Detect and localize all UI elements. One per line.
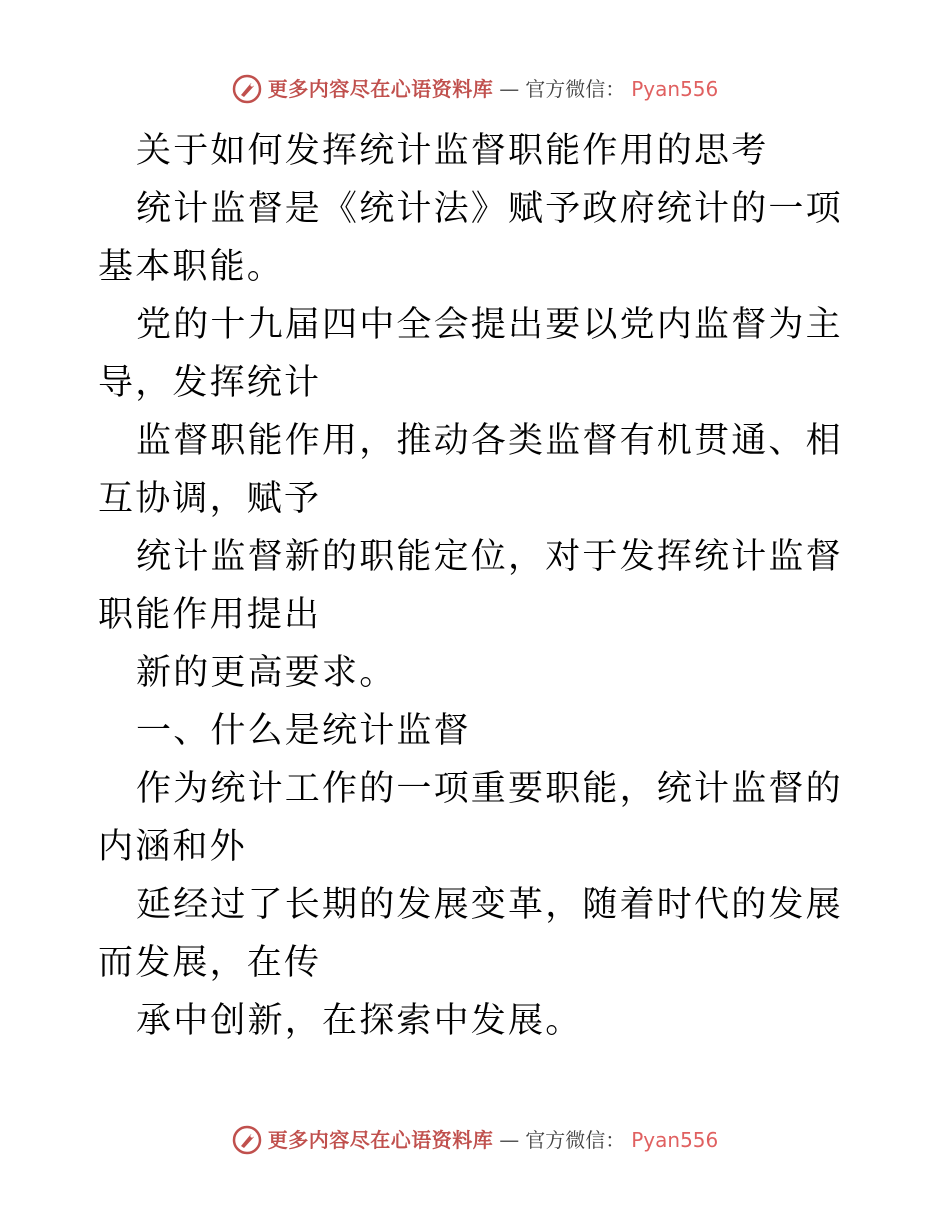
section-heading: 一、什么是统计监督 [136, 711, 471, 751]
banner-wechat-label: 官方微信： [525, 1128, 626, 1152]
paragraph: 党的十九届四中全会提出要以党内监督为主导，发挥统计 [98, 305, 843, 403]
pen-nib-logo-icon [232, 74, 262, 104]
paragraph: 承中创新，在探索中发展。 [136, 1001, 583, 1041]
paragraph: 延经过了长期的发展变革，随着时代的发展而发展，在传 [98, 885, 843, 983]
document-body [98, 122, 858, 1050]
header-banner [0, 74, 950, 104]
banner-wechat-label: 官方微信： [525, 77, 626, 101]
banner-dash: — [499, 77, 520, 101]
pen-nib-logo-icon [232, 1125, 262, 1155]
paragraph: 新的更高要求。 [136, 653, 397, 693]
footer-banner [0, 1125, 950, 1155]
paragraph: 作为统计工作的一项重要职能，统计监督的内涵和外 [98, 769, 843, 867]
paragraph: 统计监督是《统计法》赋予政府统计的一项基本职能。 [98, 189, 843, 287]
paragraph: 监督职能作用，推动各类监督有机贯通、相互协调，赋予 [98, 421, 843, 519]
paragraph: 统计监督新的职能定位，对于发挥统计监督职能作用提出 [98, 537, 843, 635]
banner-wechat-id: Pyan556 [631, 1128, 719, 1152]
banner-site-text: 更多内容尽在心语资料库 [267, 1128, 494, 1152]
banner-dash: — [499, 1128, 520, 1152]
document-title: 关于如何发挥统计监督职能作用的思考 [136, 131, 769, 171]
banner-site-text: 更多内容尽在心语资料库 [267, 77, 494, 101]
banner-wechat-id: Pyan556 [631, 77, 719, 101]
